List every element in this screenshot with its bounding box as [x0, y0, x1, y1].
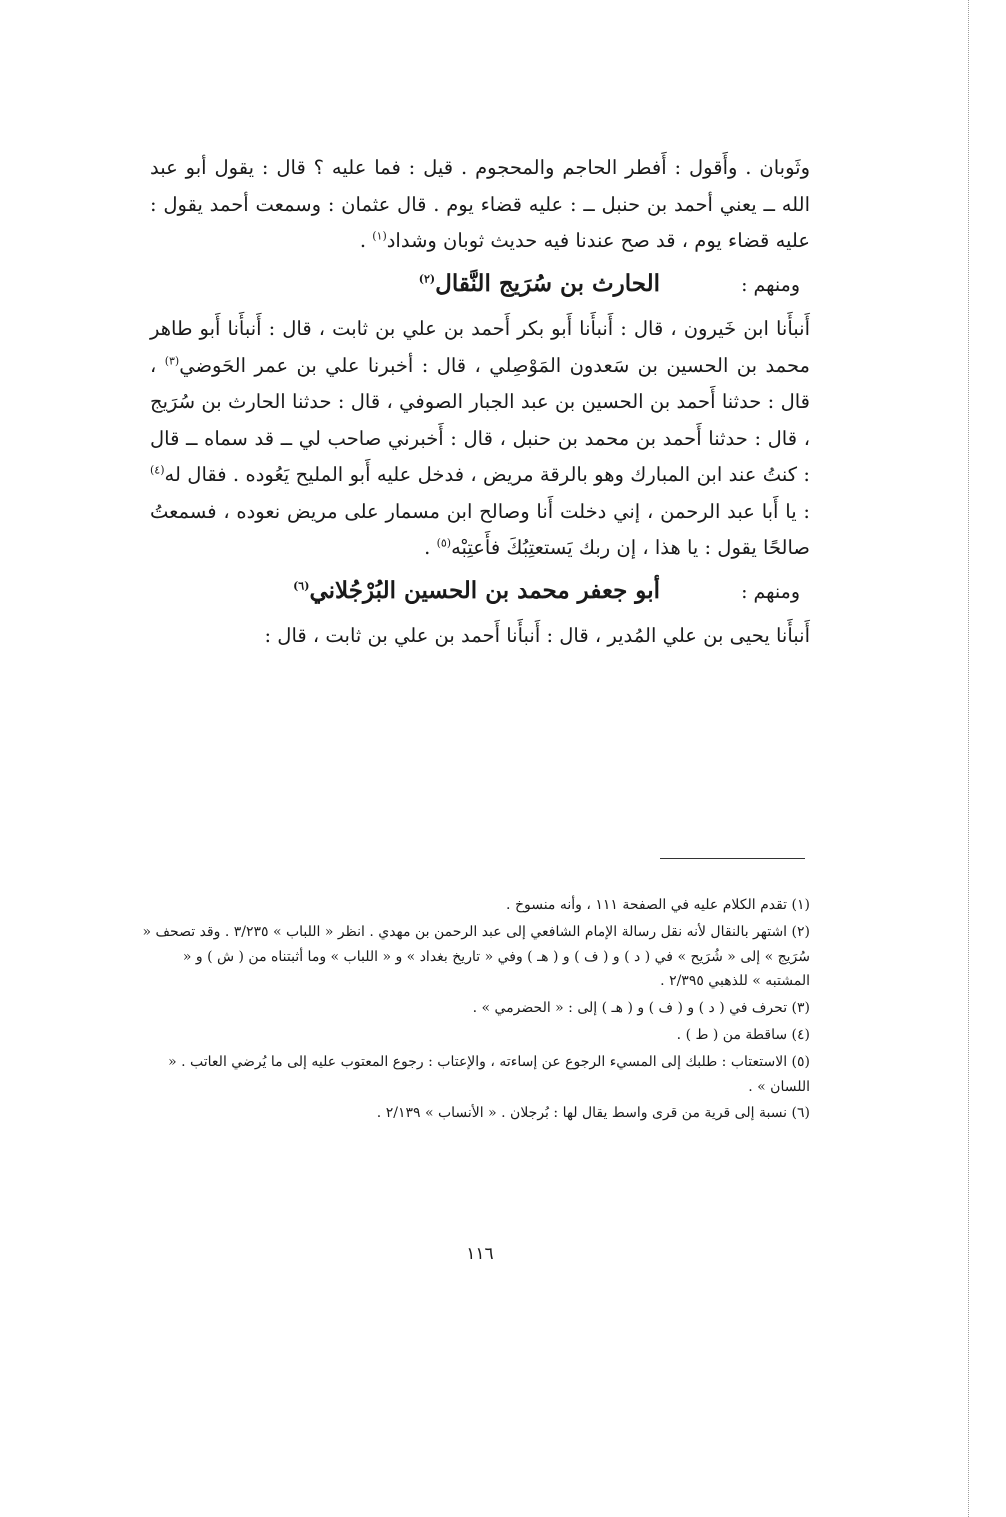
- page-number: ١١٦: [466, 1244, 494, 1264]
- paragraph-2-part-1: أَنبأَنا ابن خَيرون ، قال : أَنبأَنا أَبو بكر أَحمد بن علي بن ثابت ، قال : أَنبأَنا أَبو طاهر محمد بن الحسين بن سَعدون المَوْصِلي ، قال : أخبرنا علي بن عمر الحَوضي: [150, 317, 810, 377]
- paragraph-2-part-3: : يا أَبا عبد الرحمن ، إني دخلت أَنا وصالح ابن مسمار على مريض نعوده ، فسمعتُ صالحًا يقول : يا هذا ، إن ربك يَستعتِبُكَ فأَعتِبْه: [150, 499, 810, 559]
- footnote-ref-2: (٢): [418, 271, 436, 285]
- footnote-5: (٥) الاستعتاب : طلبك إلى المسيء الرجوع عن إساءته ، والإعتاب : رجوع المعتوب عليه إلى ما يُرضي العاتب . « اللسان » .: [168, 1053, 810, 1095]
- footnote-divider: [660, 858, 805, 859]
- heading-1-lead: ومنهم :: [741, 273, 800, 296]
- footnote-1: (١) تقدم الكلام عليه في الصفحة ١١١ ، وأنه منسوخ .: [506, 897, 810, 913]
- section-heading-1: [150, 266, 810, 304]
- section-heading-2: [150, 573, 810, 611]
- paragraph-1-end: .: [359, 229, 373, 252]
- heading-1-name-text: الحارث بن سُرَيج النَّقال: [435, 269, 660, 297]
- main-text: [150, 150, 810, 655]
- footnote-ref-4: (٤): [150, 463, 165, 477]
- heading-1-name: [419, 266, 660, 303]
- footnote-6: (٦) نسبة إلى قرية من قرى واسط يقال لها : بُرجلان . « الأنساب » ٢/١٣٩ .: [376, 1105, 810, 1122]
- paragraph-2-end: .: [424, 536, 437, 559]
- paragraph-2: [150, 311, 810, 567]
- paragraph-1-text: وثَوبان . وأَقول : أَفطر الحاجم والمحجوم . قيل : فما عليه ؟ قال : يقول أبو عبد الله ــ يعني أحمد بن حنبل ــ : عليه قضاء يوم . قال عثمان : وسمعت أحمد يقول : عليه قضاء يوم ، قد صح عندنا فيه حديث ثوبان وشداد: [150, 156, 810, 252]
- footnote-3: (٣) تحرف في ( د ) و ( ف ) و ( هـ ) إلى : « الحضرمي » .: [472, 1000, 810, 1017]
- scan-edge-line: [968, 0, 969, 1517]
- footnote-ref-3: (٣): [164, 354, 180, 367]
- paragraph-3: أَنبأَنا يحيى بن علي المُدير ، قال : أَنبأَنا أَحمد بن علي بن ثابت ، قال :: [264, 624, 810, 647]
- footnote-4: (٤) ساقطة من ( ط ) .: [676, 1026, 810, 1043]
- paragraph-1: [150, 150, 810, 260]
- footnote-ref-5: (٥): [436, 536, 452, 550]
- heading-2-name-text: أبو جعفر محمد بن الحسين البُرْجُلاني: [309, 576, 660, 604]
- paragraph-2-part-2: ، قال : حدثنا أَحمد بن الحسين بن عبد الجبار الصوفي ، قال : حدثنا الحارث بن سُرَيج ، قال : حدثنا أَحمد بن محمد بن حنبل ، قال : أَخبرني صاحب لي ــ قد سماه ــ قال : كنتُ عند ابن المبارك وهو بالرقة مريض ، فدخل عليه أَبو المليح يَعُوده . فقال له: [150, 353, 810, 486]
- heading-2-name: [293, 573, 660, 610]
- footnote-ref-6: (٦): [293, 578, 310, 592]
- footnotes: [140, 893, 810, 1128]
- footnote-ref-1: (١): [372, 229, 387, 243]
- heading-2-lead: ومنهم :: [741, 580, 800, 603]
- footnote-2: (٢) اشتهر بالنقال لأنه نقل رسالة الإمام الشافعي إلى عبد الرحمن بن مهدي . انظر « اللباب » ٣/٢٣٥ . وقد تصحف « سُرَيج » إلى « شُرَيح » في ( د ) و ( ف ) و ( هـ ) وفي « تاريخ بغداد » و « اللباب » وما أثبتناه من ( ش ) و « المشتبه » للذهبي ٢/٣٩٥ .: [142, 923, 810, 990]
